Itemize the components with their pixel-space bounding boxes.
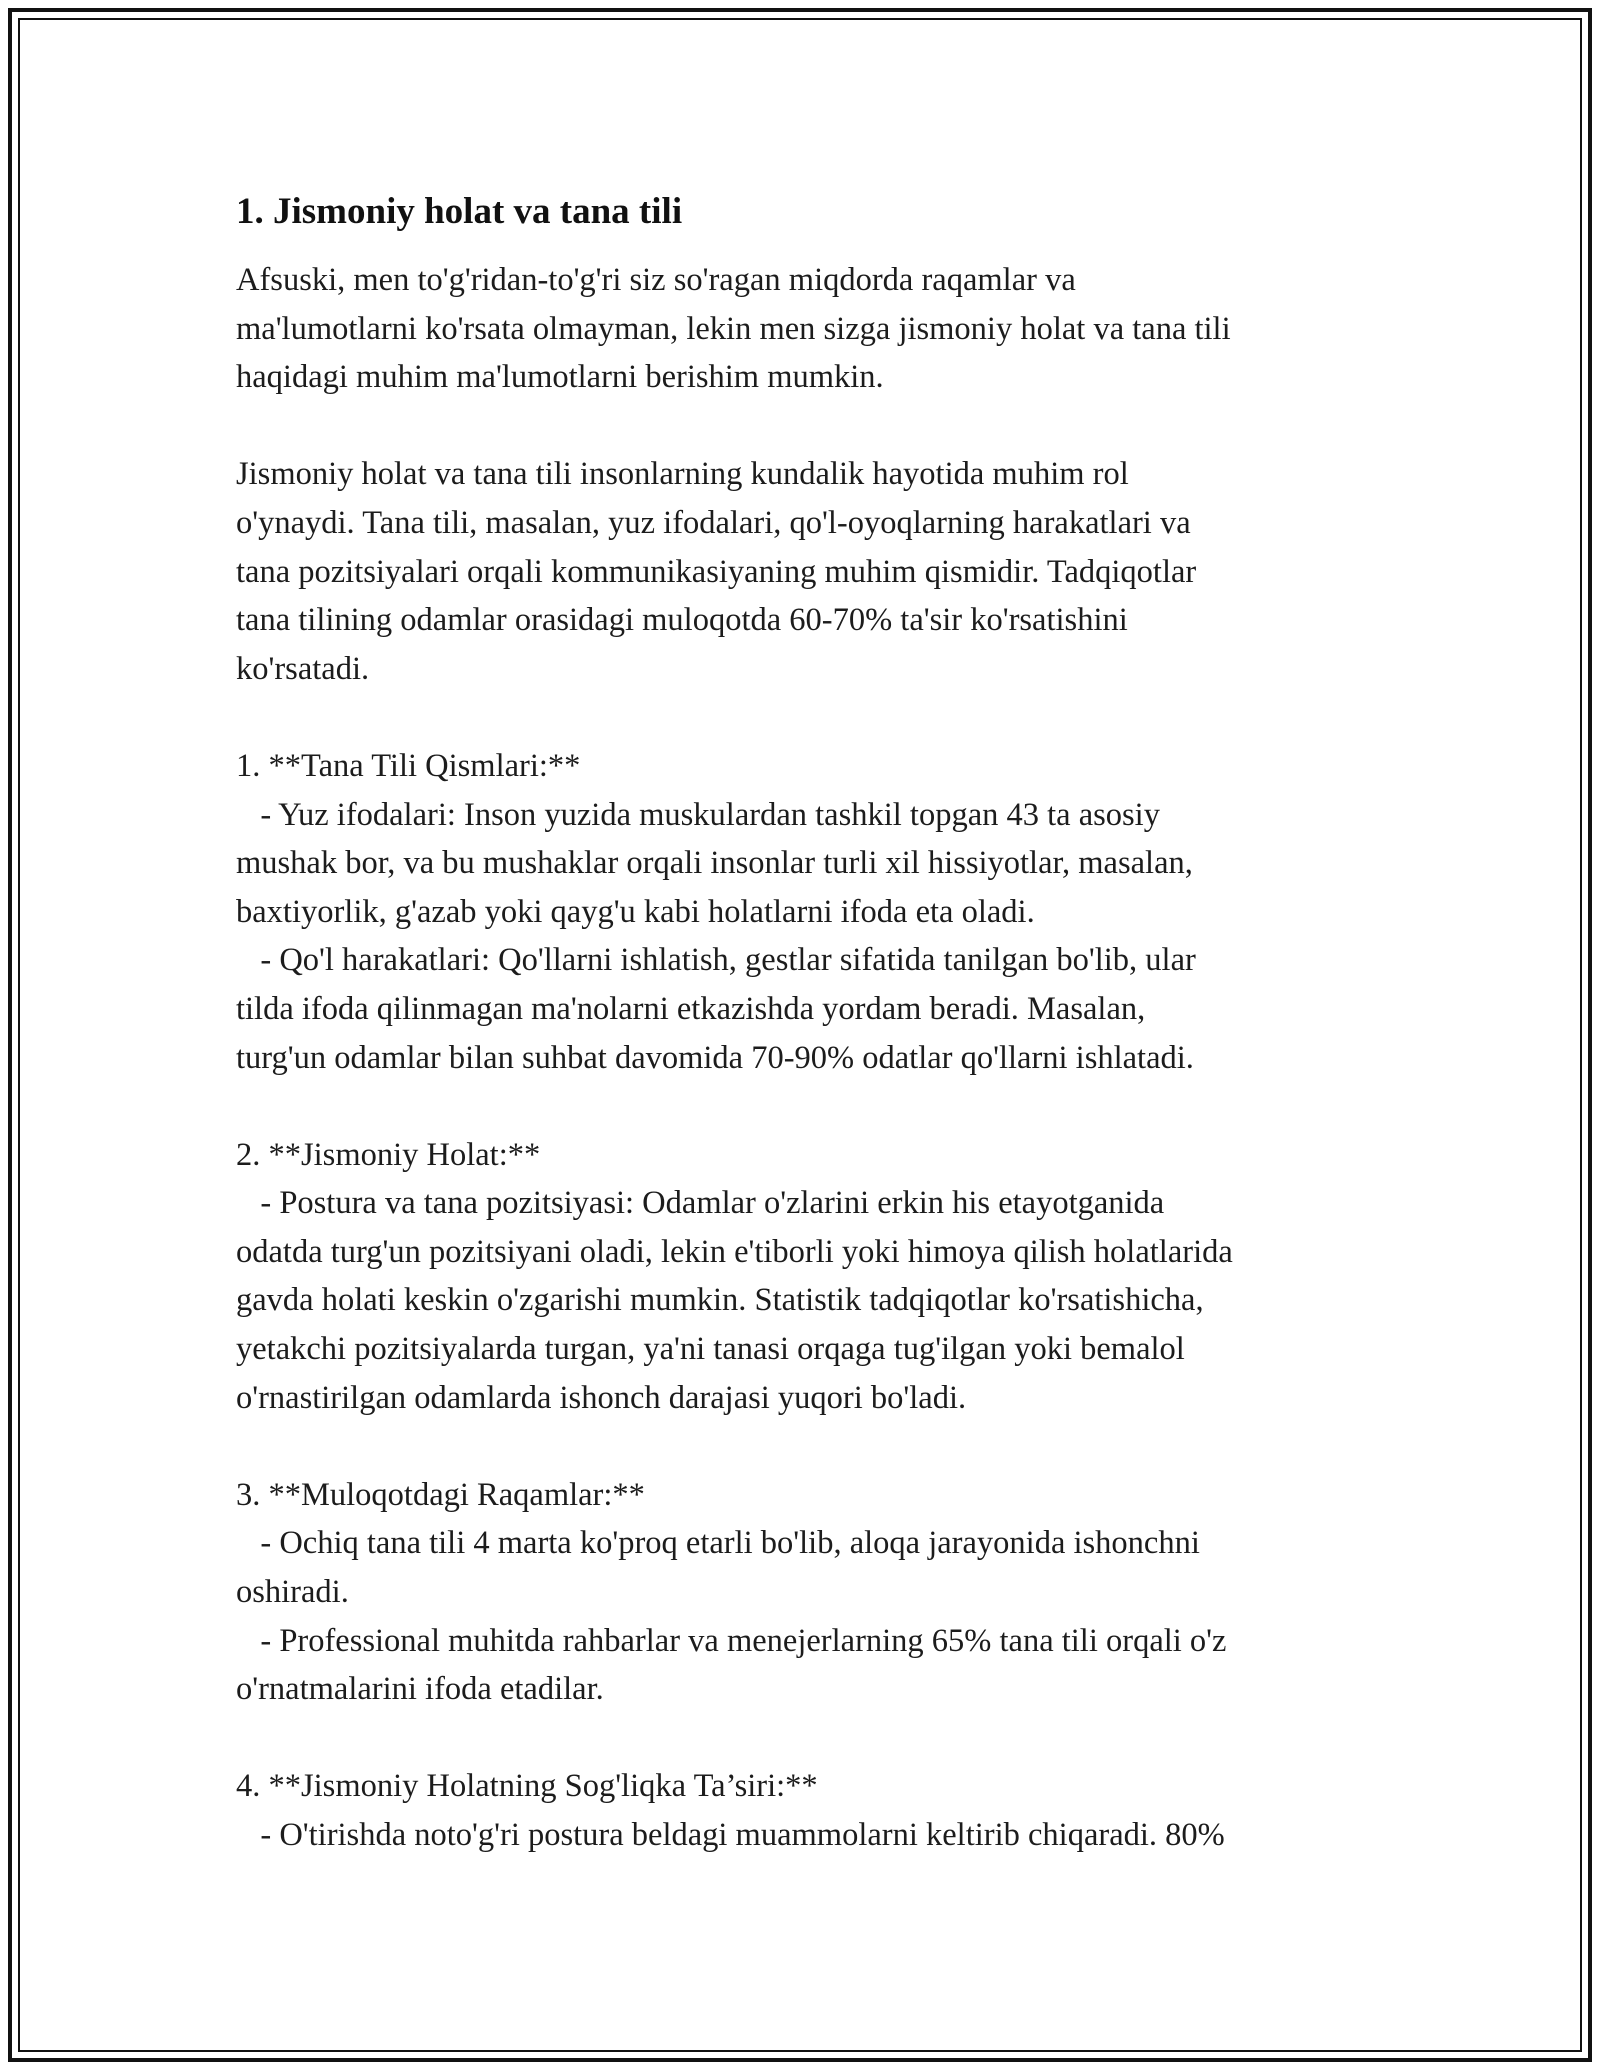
document-content bbox=[236, 188, 1386, 1860]
body-text: Afsuski, men to'g'ridan-to'g'ri siz so'ragan miqdorda raqamlar va ma'lumotlarni ko'rsata olmayman, lekin men sizga jismoniy holat va tana tili haqidagi muhim ma'lumotlarni berishim mumkin. Jismoniy holat va tana tili insonlarning kundalik hayotida muhim rol o'ynaydi. Tana tili, masalan, yuz ifodalari, qo'l-oyoqlarning harakatlari va tana pozitsiyalari orqali kommunikasiyaning muhim qismidir. Tadqiqotlar tana tilining odamlar orasidagi muloqotda 60-70% ta'sir ko'rsatishini ko'rsatadi. 1. **Tana Tili Qismlari:** - Yuz ifodalari: Inson yuzida muskulardan tashkil topgan 43 ta asosiy mushak bor, va bu mushaklar orqali insonlar turli xil hissiyotlar, masalan, baxtiyorlik, g'azab yoki qayg'u kabi holatlarni ifoda eta oladi. - Qo'l harakatlari: Qo'llarni ishlatish, gestlar sifatida tanilgan bo'lib, ular tilda ifoda qilinmagan ma'nolarni etkazishda yordam beradi. Masalan, turg'un odamlar bilan suhbat davomida 70-90% odatlar qo'llarni ishlatadi. 2. **Jismoniy Holat:** - Postura va tana pozitsiyasi: Odamlar o'zlarini erkin his etayotganida odatda turg'un pozitsiyani oladi, lekin e'tiborli yoki himoya qilish holatlarida gavda holati keskin o'zgarishi mumkin. Statistik tadqiqotlar ko'rsatishicha, yetakchi pozitsiyalarda turgan, ya'ni tanasi orqaga tug'ilgan yoki bemalol o'rnastirilgan odamlarda ishonch darajasi yuqori bo'ladi. 3. **Muloqotdagi Raqamlar:** - Ochiq tana tili 4 marta ko'proq etarli bo'lib, aloqa jarayonida ishonchni oshiradi. - Professional muhitda rahbarlar va menejerlarning 65% tana tili orqali o'z o'rnatmalarini ifoda etadilar. 4. **Jismoniy Holatning Sog'liqka Ta’siri:** - O'tirishda noto'g'ri postura beldagi muammolarni keltirib chiqaradi. 80% bbox=[236, 262, 1233, 1853]
section-heading: 1. Jismoniy holat va tana tili bbox=[236, 191, 683, 232]
